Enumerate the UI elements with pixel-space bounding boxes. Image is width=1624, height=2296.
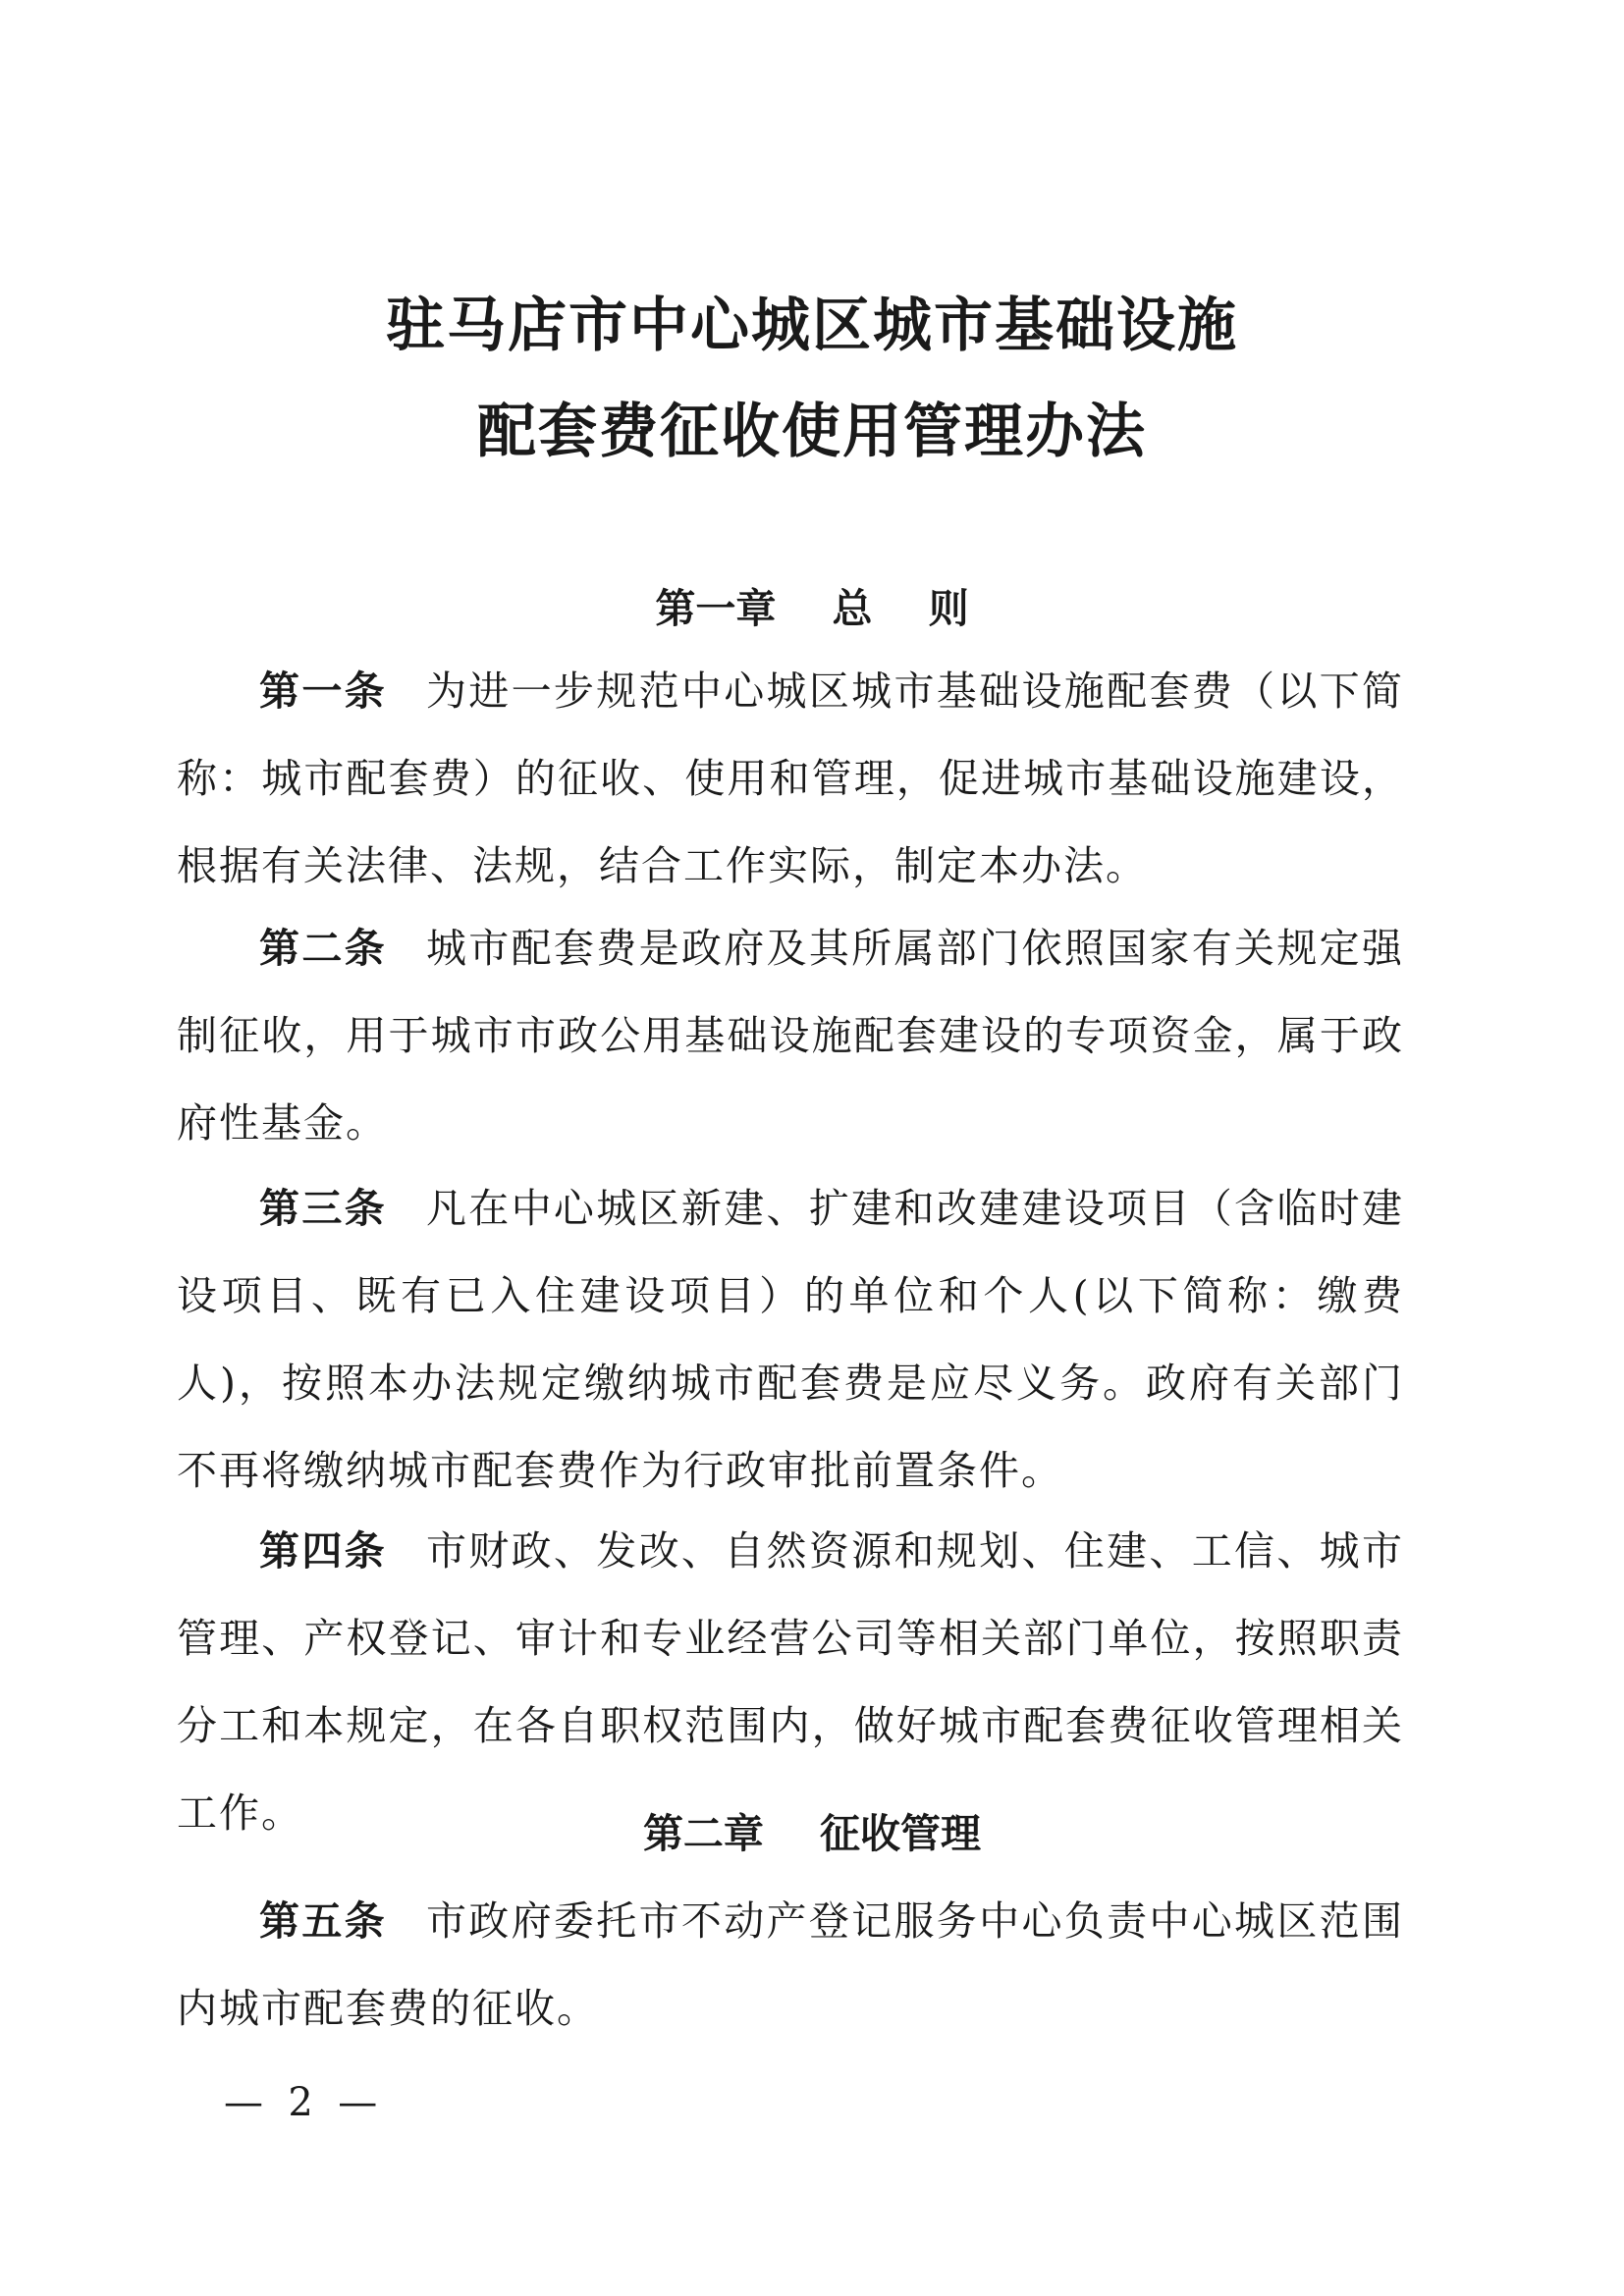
article-3 (177, 1165, 1404, 1515)
article-2-label: 第二条 (259, 925, 387, 972)
article-5-text: 市政府委托市不动产登记服务中心负责中心城区范围内城市配套费的征收。 (177, 1897, 1405, 2032)
article-4-label: 第四条 (259, 1527, 387, 1575)
chapter-heading-2: 第二章 征收管理 (642, 1810, 982, 1857)
article-1 (177, 648, 1404, 910)
article-5-label: 第五条 (259, 1897, 387, 1945)
article-1-label: 第一条 (259, 667, 387, 715)
document-title-line-2: 配套费征收使用管理办法 (477, 398, 1147, 466)
article-3-label: 第三条 (259, 1185, 387, 1232)
article-4 (177, 1508, 1404, 1857)
article-3-text: 凡在中心城区新建、扩建和改建建设项目（含临时建设项目、既有已入住建设项目）的单位和个人(以下简称：缴费人)，按照本办法规定缴纳城市配套费是应尽义务。政府有关部门不再将缴纳城市配套费作为行政审批前置条件。 (177, 1185, 1405, 1494)
article-2 (177, 905, 1404, 1167)
document-title-line-1: 驻马店市中心城区城市基础设施 (386, 292, 1238, 360)
article-5 (177, 1878, 1404, 2053)
article-1-text: 为进一步规范中心城区城市基础设施配套费（以下简称：城市配套费）的征收、使用和管理，促进城市基础设施建设，根据有关法律、法规，结合工作实际，制定本办法。 (177, 667, 1405, 889)
article-2-text: 城市配套费是政府及其所属部门依照国家有关规定强制征收，用于城市市政公用基础设施配套建设的专项资金，属于政府性基金。 (177, 925, 1405, 1147)
article-4-text: 市财政、发改、自然资源和规划、住建、工信、城市管理、产权登记、审计和专业经营公司等相关部门单位，按照职责分工和本规定，在各自职权范围内，做好城市配套费征收管理相关工作。 (177, 1527, 1405, 1837)
chapter-heading-1: 第一章 总 则 (655, 585, 969, 632)
page-number: — 2 — (224, 2080, 378, 2125)
